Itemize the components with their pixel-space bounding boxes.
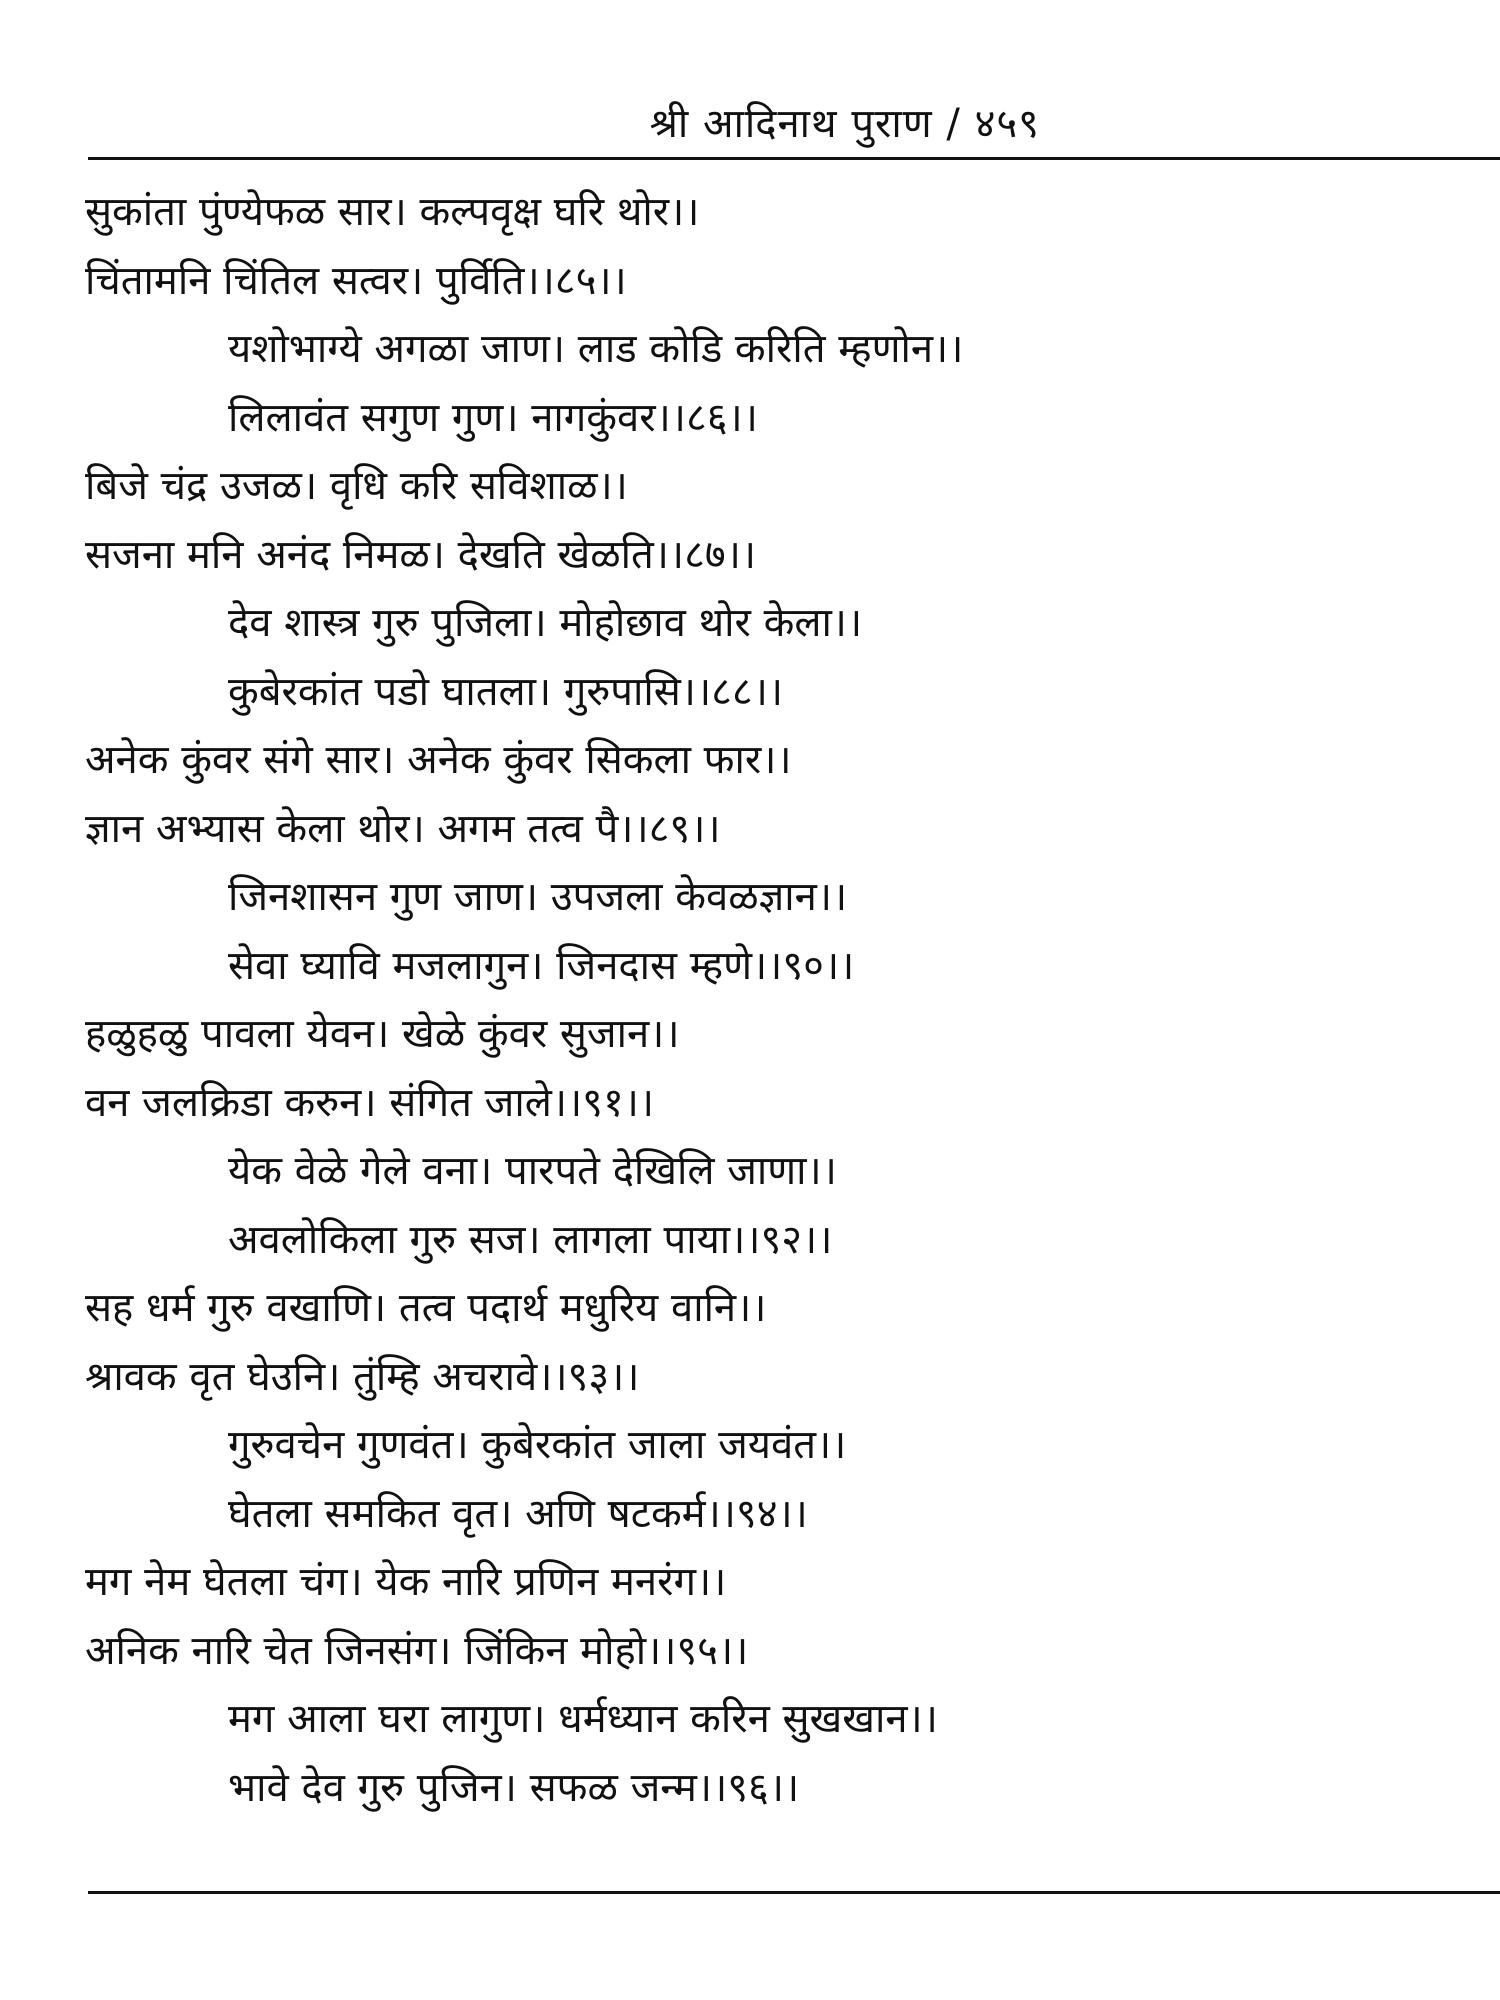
verse-line: सुकांता पुंण्येफळ सार। कल्पवृक्ष घरि थोर।।	[85, 189, 700, 235]
verse-line: भावे देव गुरु पुजिन। सफळ जन्म।।९६।।	[228, 1764, 800, 1811]
verse-line: लिलावंत सगुण गुण। नागकुंवर।।८६।।	[228, 394, 758, 441]
verse-line: बिजे चंद्र उजळ। वृधि करि सविशाळ।।	[85, 463, 628, 509]
verse-line: यशोभाग्ये अगळा जाण। लाड कोडि करिति म्हणोन।।	[228, 326, 964, 372]
verse-line: सेवा घ्यावि मजलागुन। जिनदास म्हणे।।९०।।	[228, 942, 855, 989]
verse-line: अवलोकिला गुरु सज। लागला पाया।।९२।।	[228, 1216, 833, 1263]
verse-line: मग नेम घेतला चंग। येक नारि प्रणिन मनरंग।।	[85, 1559, 727, 1605]
verse-line: गुरुवचेन गुणवंत। कुबेरकांत जाला जयवंत।।	[228, 1422, 847, 1468]
verse-line: ज्ञान अभ्यास केला थोर। अगम तत्व पै।।८९।।	[85, 805, 721, 852]
header-rule	[88, 157, 1500, 160]
verse-line: घेतला समकित वृत। अणि षटकर्म।।९४।।	[228, 1490, 808, 1537]
verse-list	[0, 178, 1500, 1822]
page-title: श्री आदिनाथ पुराण / ४५९	[649, 101, 1040, 147]
page-header	[0, 92, 1500, 152]
verse-line: हळुहळु पावला येवन। खेळे कुंवर सुजान।।	[85, 1011, 680, 1057]
verse-line: सह धर्म गुरु वखाणि। तत्व पदार्थ मधुरिय वानि।।	[85, 1285, 767, 1331]
verse-line: अनिक नारि चेत जिनसंग। जिंकिन मोहो।।९५।।	[85, 1627, 749, 1674]
verse-line: येक वेळे गेले वना। पारपते देखिलि जाणा।।	[228, 1148, 837, 1194]
verse-line: मग आला घरा लागुण। धर्मध्यान करिन सुखखान।।	[228, 1696, 938, 1742]
verse-line: जिनशासन गुण जाण। उपजला केवळज्ञान।।	[228, 874, 848, 920]
verse-line: श्रावक वृत घेउनि। तुंम्हि अचरावे।।९३।।	[85, 1353, 640, 1400]
verse-line: सजना मनि अनंद निमळ। देखति खेळति।।८७।।	[85, 531, 757, 578]
verse-line: कुबेरकांत पडो घातला। गुरुपासि।।८८।।	[228, 668, 784, 715]
verse-line: अनेक कुंवर संगे सार। अनेक कुंवर सिकला फार।।	[85, 737, 792, 783]
verse-line: चिंतामनि चिंतिल सत्वर। पुर्विति।।८५।।	[85, 257, 627, 304]
verse-line: वन जलक्रिडा करुन। संगित जाले।।९१।।	[85, 1079, 655, 1126]
verse-line: देव शास्त्र गुरु पुजिला। मोहोछाव थोर केला।।	[228, 600, 863, 646]
footer-rule	[88, 1891, 1500, 1894]
